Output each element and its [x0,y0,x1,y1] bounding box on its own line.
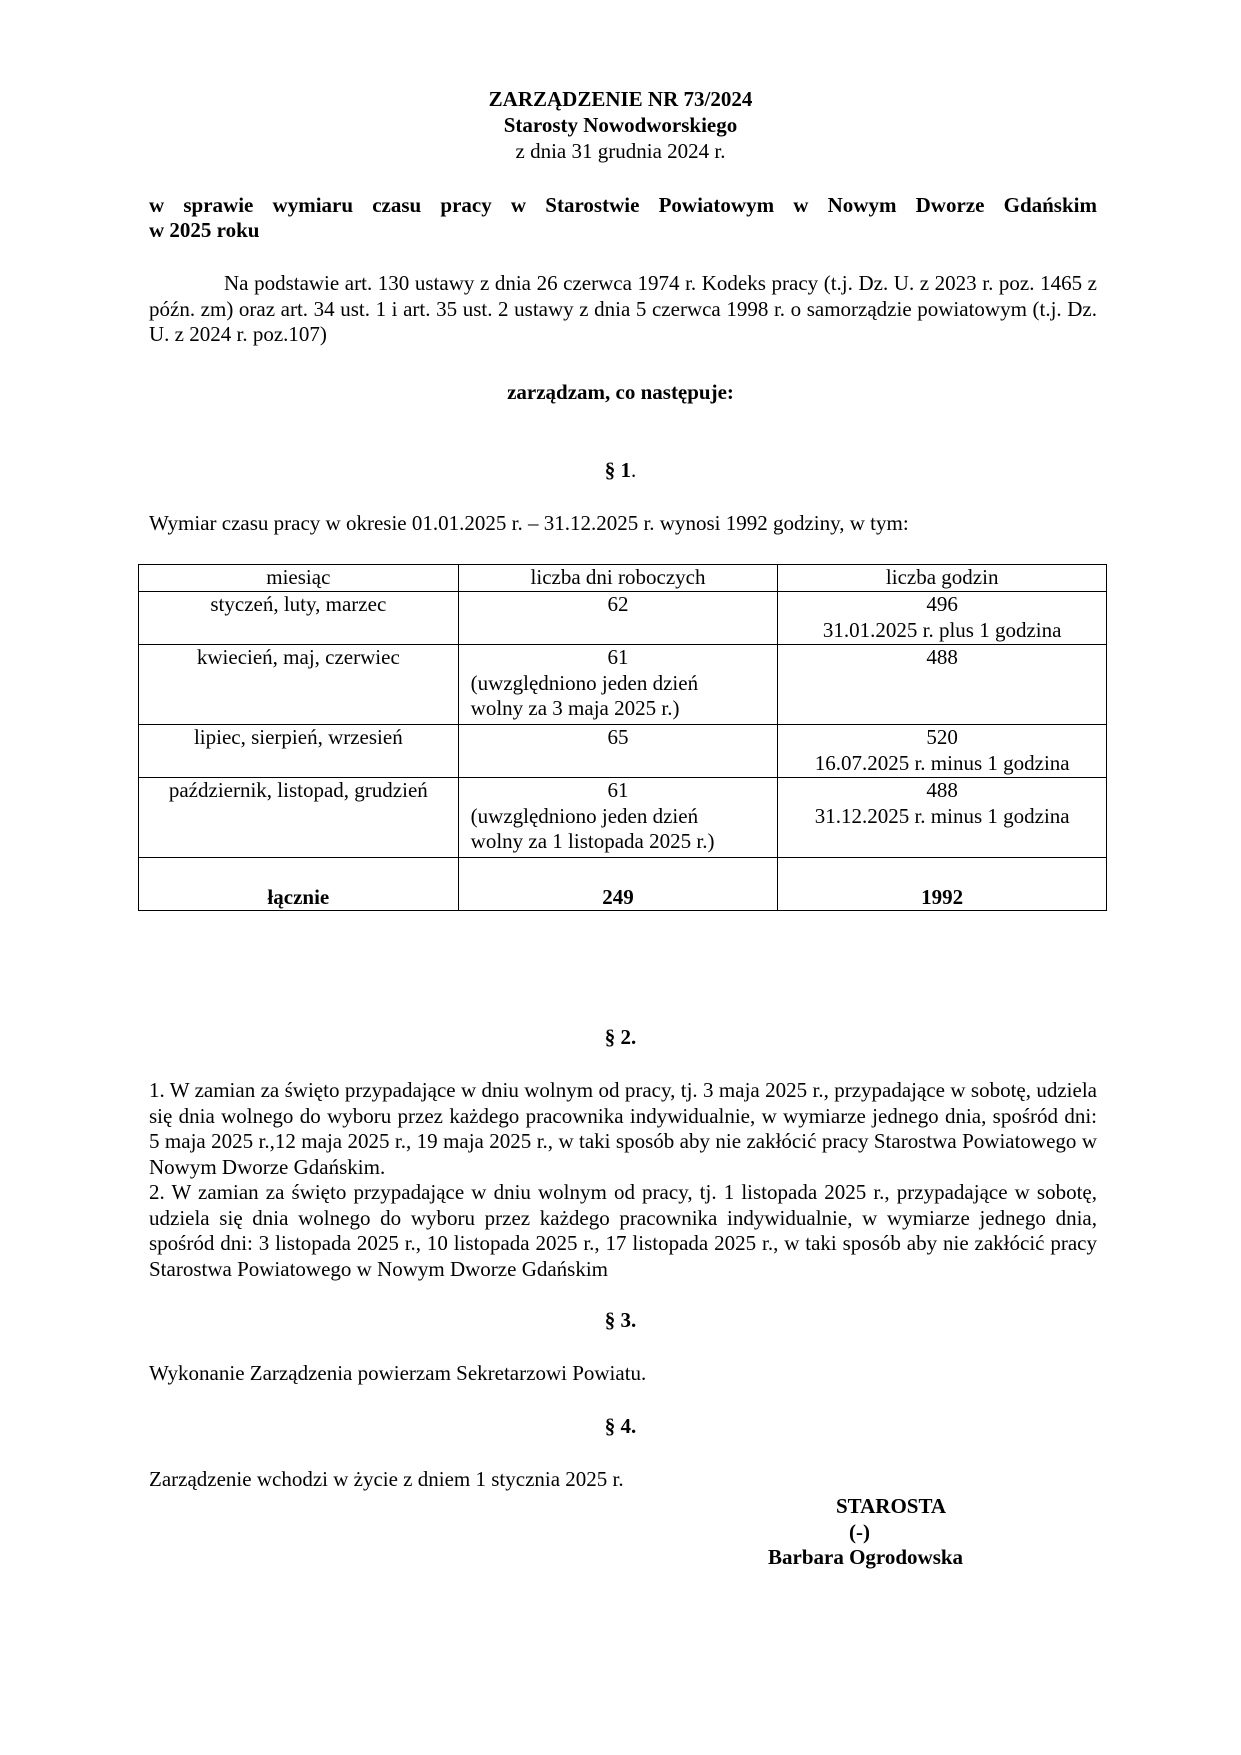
section-1-number: § 1 [604,458,631,482]
header-hours: liczba godzin [778,565,1107,592]
hours-note: 31.01.2025 r. plus 1 godzina [822,617,1062,642]
hours-cell [778,778,1107,858]
months-cell: lipiec, sierpień, wrzesień [139,725,459,778]
signature-mark: (-) [849,1520,870,1544]
section-2-heading: § 2. [604,1025,637,1049]
signature-role: STAROSTA [836,1494,947,1518]
working-time-table [138,564,1107,911]
days-cell: 65 [458,725,778,778]
table-row [139,645,1107,725]
table-row [139,778,1107,858]
section-3-heading: § 3. [604,1308,637,1332]
decree-title: ZARZĄDZENIE NR 73/2024 [488,87,753,111]
days-note-line-1: (uwzględniono jeden dzień [470,803,699,828]
section-1-intro: Wymiar czasu pracy w okresie 01.01.2025 r. – 31.12.2025 r. wynosi 1992 godziny, w tym: [149,511,909,535]
total-days: 249 [458,858,778,911]
months-cell: styczeń, luty, marzec [139,592,459,645]
hours-note: 16.07.2025 r. minus 1 godzina [814,750,1070,775]
section-2-item-2: 2. W zamian za święto przypadające w dniu wolnym od pracy, tj. 1 listopada 2025 r., przypadające w sobotę, udziela się dnia wolnego do wyboru przez każdego pracownika indywidualnie, w wymiarze jednego dnia, spośród dni: 3 listopada 2025 r., 10 listopada 2025 r., 17 listopada 2025 r., w taki sposób aby nie zakłócić pracy Starostwa Powiatowego w Nowym Dworze Gdańskim [149,1180,1097,1281]
months-cell: październik, listopad, grudzień [139,778,459,858]
hours-value: 520 [926,725,958,749]
total-label: łącznie [139,858,459,911]
subject-line-1: w sprawie wymiaru czasu pracy w Starostwie Powiatowym w Nowym Dworze Gdańskim [149,193,1097,217]
legal-basis: Na podstawie art. 130 ustawy z dnia 26 czerwca 1974 r. Kodeks pracy (t.j. Dz. U. z 2023 r. poz. 1465 z późn. zm) oraz art. 34 ust. 1 i art. 35 ust. 2 ustawy z dnia 5 czerwca 1998 r. o samorządzie powiatowym (t.j. Dz. U. z 2024 r. poz.107) [149,271,1097,346]
table-row [139,725,1107,778]
table-total-row [139,858,1107,911]
section-3-text: Wykonanie Zarządzenia powierzam Sekretarzowi Powiatu. [149,1361,647,1385]
section-4-heading: § 4. [604,1414,637,1438]
days-cell [458,778,778,858]
months-cell: kwiecień, maj, czerwiec [139,645,459,725]
subject-line-2: w 2025 roku [149,218,260,242]
section-1-heading [0,458,1241,483]
decree-phrase: zarządzam, co następuje: [507,380,734,404]
table-row [139,592,1107,645]
days-note-line-2: wolny za 3 maja 2025 r.) [470,696,680,720]
hours-cell [778,592,1107,645]
hours-value: 488 [926,778,958,802]
section-4-text: Zarządzenie wchodzi w życie z dniem 1 stycznia 2025 r. [149,1467,624,1491]
hours-note: 31.12.2025 r. minus 1 godzina [814,803,1070,828]
decree-issuer: Starosty Nowodworskiego [503,113,738,137]
total-hours: 1992 [778,858,1107,911]
hours-cell [778,645,1107,725]
table-header-row [139,565,1107,592]
section-2-item-1: 1. W zamian za święto przypadające w dniu wolnym od pracy, tj. 3 maja 2025 r., przypadające w sobotę, udziela się dnia wolnego do wyboru przez każdego pracownika indywidualnie, w wymiarze jednego dnia, spośród dni: 5 maja 2025 r.,12 maja 2025 r., 19 maja 2025 r., w taki sposób aby nie zakłócić pracy Starostwa Powiatowego w Nowym Dworze Gdańskim. [149,1078,1097,1179]
section-1-dot: . [631,458,637,482]
header-days: liczba dni roboczych [458,565,778,592]
days-cell: 62 [458,592,778,645]
days-value: 61 [607,778,629,802]
days-note-line-1: (uwzględniono jeden dzień [470,670,699,695]
decree-date: z dnia 31 grudnia 2024 r. [515,139,726,163]
days-note-line-2: wolny za 1 listopada 2025 r.) [470,829,715,853]
days-cell [458,645,778,725]
days-value: 61 [607,645,629,669]
signature-name: Barbara Ogrodowska [768,1545,964,1569]
hours-cell [778,725,1107,778]
hours-value: 488 [926,645,958,669]
hours-value: 496 [926,592,958,616]
header-month: miesiąc [139,565,459,592]
